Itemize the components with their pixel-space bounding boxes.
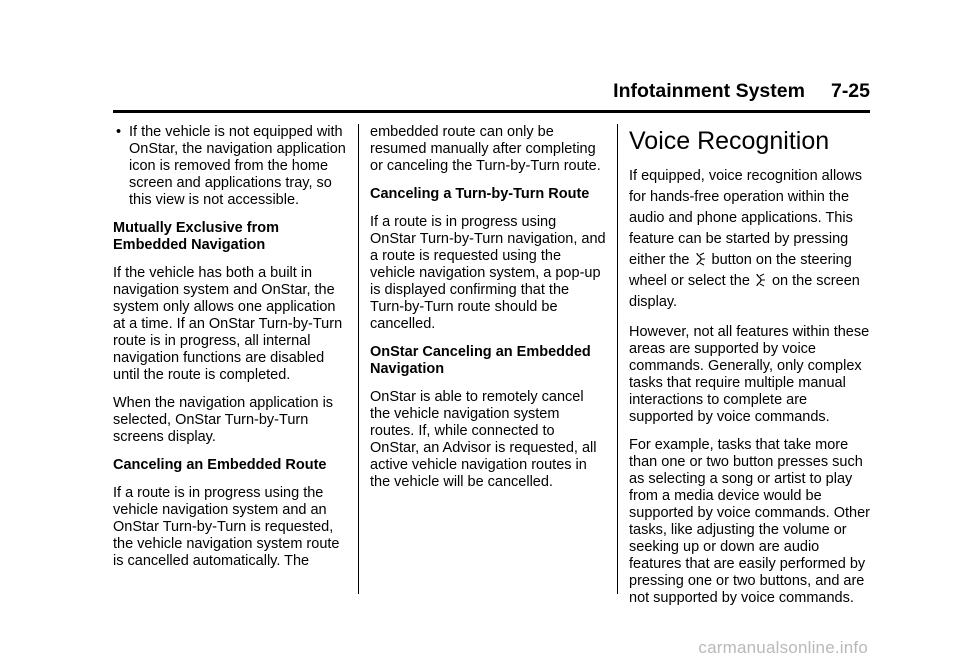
paragraph: If a route is in progress using OnStar Turn-by-Turn navigation, and a route is requested using the vehicle navigation system, a pop-up is displayed confirming that the Turn-by-Turn route should be cancelled.: [370, 214, 606, 332]
paragraph-voice-intro: [629, 166, 870, 313]
subheading-onstar-canceling: OnStar Canceling an Embedded Navigation: [370, 344, 591, 377]
section-heading: Voice Recognition: [629, 127, 830, 155]
section-title: Infotainment System: [613, 80, 805, 102]
column-divider: [358, 124, 359, 594]
paragraph: embedded route can only be resumed manually after completing or canceling the Turn-by-Turn route.: [370, 124, 601, 174]
paragraph: If a route is in progress using the vehicle navigation system and an OnStar Turn-by-Turn is requested, the vehicle navigation system route is cancelled automatically. The: [113, 485, 340, 569]
header-rule: [113, 110, 870, 113]
text-run: on the screen display.: [629, 273, 860, 310]
paragraph: However, not all features within these areas are supported by voice commands. Generally, only complex tasks that require multiple manual interactions to complete are supported by voice commands.: [629, 324, 870, 425]
paragraph: OnStar is able to remotely cancel the vehicle navigation system routes. If, while connected to OnStar, an Advisor is requested, all active vehicle navigation routes in the vehicle will be cancelled.: [370, 389, 597, 490]
bullet-item: [113, 124, 348, 209]
voice-recognition-icon: [755, 273, 766, 287]
page-number: 7-25: [830, 80, 870, 102]
column-1: [113, 124, 348, 581]
paragraph: For example, tasks that take more than one or two button presses such as selecting a song or artist to play from a media device would be supported by voice commands. Other tasks, like adjusting the volume or seeking up or down are audio features that are easily performed by pressing one or two buttons, and are not supported by voice commands.: [629, 437, 870, 606]
paragraph: When the navigation application is selected, OnStar Turn-by-Turn screens display.: [113, 395, 334, 445]
column-3: [629, 124, 870, 618]
column-divider: [617, 124, 618, 594]
bullet-icon: •: [116, 124, 122, 140]
text-run: If equipped, voice recognition allows for hands-free operation within the audio and phone applications. This feature can be started by pressing either the: [629, 168, 862, 268]
voice-recognition-icon: [695, 252, 706, 266]
subheading-canceling-embedded-route: Canceling an Embedded Route: [113, 457, 327, 473]
bullet-text: If the vehicle is not equipped with OnStar, the navigation application icon is removed from the home screen and applications tray, so this view is not accessible.: [129, 124, 346, 208]
text-run: button on the steering wheel or select the: [629, 252, 852, 289]
column-2: [370, 124, 606, 502]
watermark: carmanualsonline.info: [698, 638, 868, 657]
subheading-canceling-turn-by-turn: Canceling a Turn-by-Turn Route: [370, 186, 590, 202]
paragraph: If the vehicle has both a built in navigation system and OnStar, the system only allows one application at a time. If an OnStar Turn-by-Turn route is in progress, all internal navigation functions are disabled until the route is completed.: [113, 265, 343, 383]
page-header: [113, 80, 870, 106]
subheading-mutually-exclusive: Mutually Exclusive from Embedded Navigation: [113, 220, 279, 253]
